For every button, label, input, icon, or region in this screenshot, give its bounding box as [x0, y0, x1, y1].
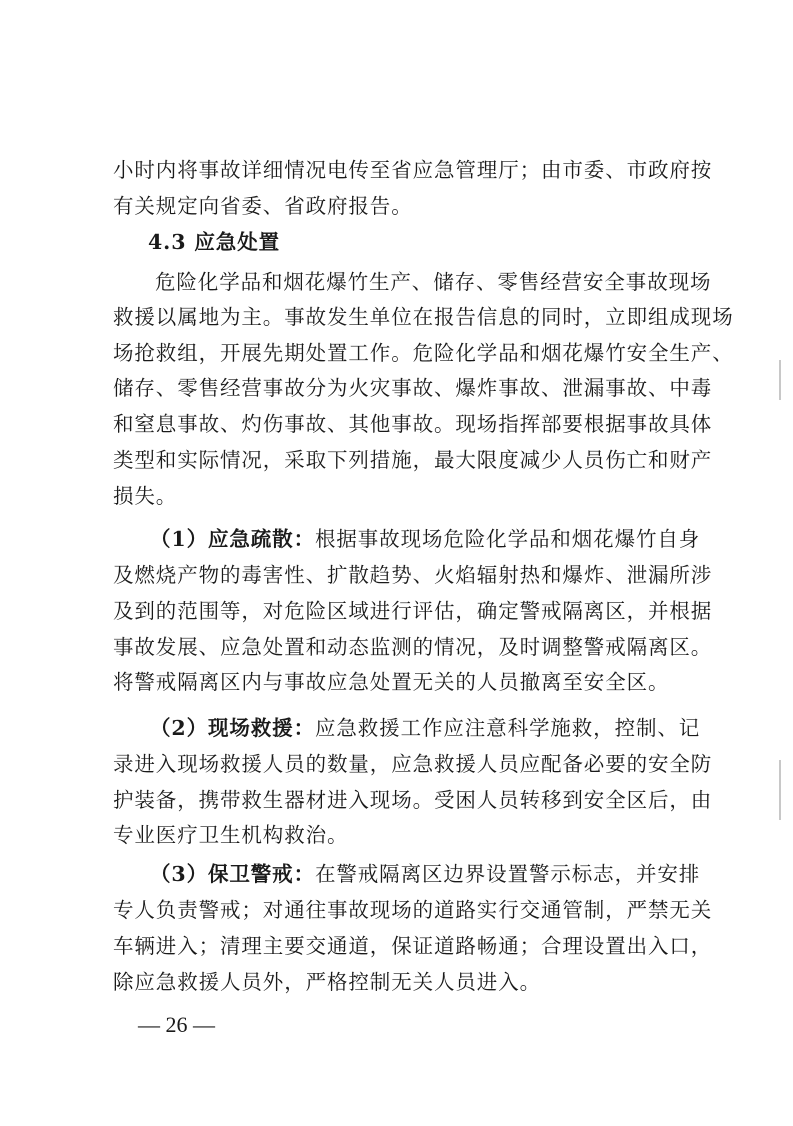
- scan-artifact: [779, 760, 781, 820]
- body-text-line: 录进入现场救援人员的数量，应急救援人员应配备必要的安全防: [113, 752, 713, 776]
- body-text-line: 及燃烧产物的毒害性、扩散趋势、火焰辐射热和爆炸、泄漏所涉: [113, 563, 713, 587]
- list-item-label: （2）现场救援：: [150, 716, 315, 740]
- page-number: — 26 —: [138, 1012, 215, 1037]
- body-text-line: 危险化学品和烟花爆竹生产、储存、零售经营安全事故现场: [155, 270, 712, 294]
- body-text-line: 储存、零售经营事故分为火灾事故、爆炸事故、泄漏事故、中毒: [113, 376, 713, 400]
- scan-artifact: [779, 360, 781, 400]
- list-item-text: 在警戒隔离区边界设置警示标志，并安排: [314, 862, 701, 886]
- body-text-line: 及到的范围等，对危险区域进行评估，确定警戒隔离区，并根据: [113, 599, 713, 623]
- list-item-text: 根据事故现场危险化学品和烟花爆竹自身: [314, 527, 701, 551]
- list-item-first-line: [150, 862, 730, 886]
- body-text-line: 将警戒隔离区内与事故应急处置无关的人员撤离至安全区。: [113, 670, 670, 694]
- list-item-first-line: [150, 527, 730, 551]
- body-text-line: 和窒息事故、灼伤事故、其他事故。现场指挥部要根据事故具体: [113, 412, 713, 436]
- body-text-line: 损失。: [113, 484, 178, 508]
- body-text-line: 护装备，携带救生器材进入现场。受困人员转移到安全区后，由: [113, 788, 713, 812]
- body-text-line: 事故发展、应急处置和动态监测的情况，及时调整警戒隔离区。: [113, 635, 713, 659]
- list-item-label: （1）应急疏散：: [150, 527, 315, 551]
- body-text-line: 有关规定向省委、省政府报告。: [113, 194, 413, 218]
- body-text-line: 专人负责警戒；对通往事故现场的道路实行交通管制，严禁无关: [113, 898, 713, 922]
- list-item-first-line: [150, 716, 730, 740]
- body-text-line: 小时内将事故详细情况电传至省应急管理厅；由市委、市政府按: [113, 158, 713, 182]
- body-text-line: 场抢救组，开展先期处置工作。危险化学品和烟花爆竹安全生产、: [113, 341, 734, 365]
- body-text-line: 除应急救援人员外，严格控制无关人员进入。: [113, 970, 541, 994]
- body-text-line: 类型和实际情况，采取下列措施，最大限度减少人员伤亡和财产: [113, 448, 713, 472]
- list-item-label: （3）保卫警戒：: [150, 862, 315, 886]
- body-text-line: 救援以属地为主。事故发生单位在报告信息的同时，立即组成现场: [113, 305, 734, 329]
- body-text-line: 车辆进入；清理主要交通道，保证道路畅通；合理设置出入口，: [113, 934, 713, 958]
- body-text-line: 专业医疗卫生机构救治。: [113, 823, 349, 847]
- list-item-text: 应急救援工作应注意科学施救，控制、记: [314, 716, 701, 740]
- section-heading: 4.3 应急处置: [148, 230, 281, 254]
